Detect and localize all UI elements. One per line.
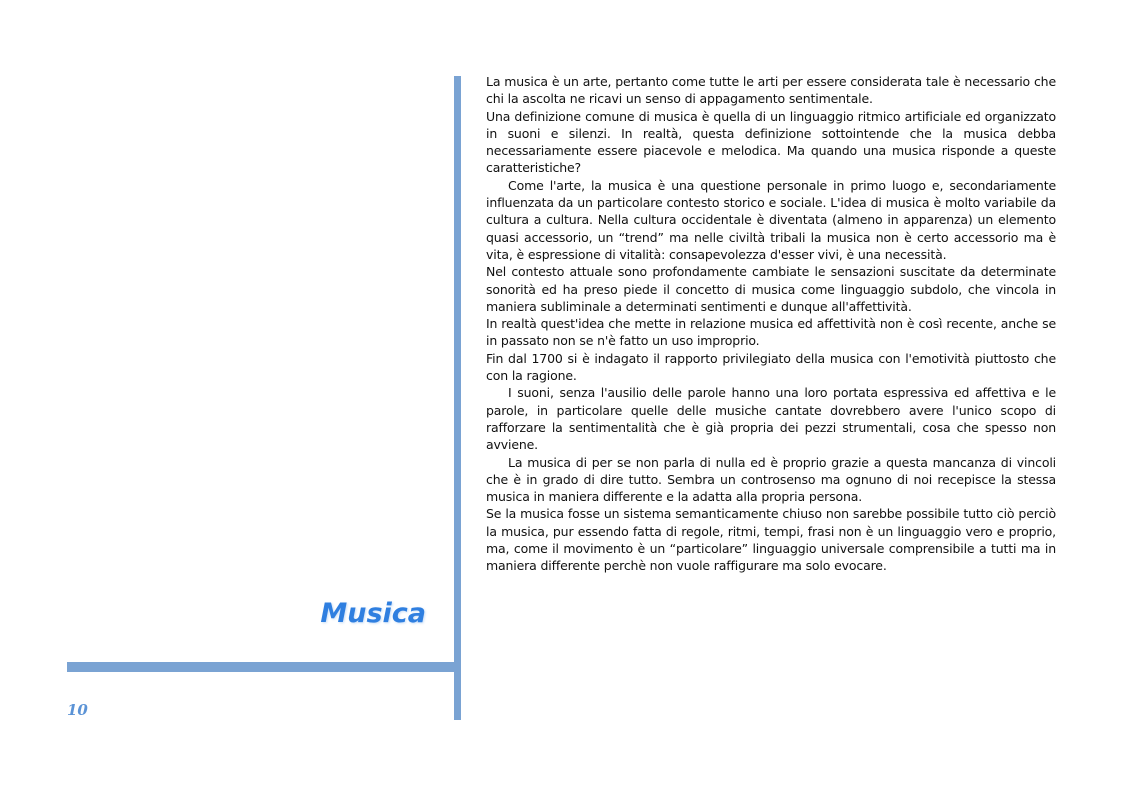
vertical-divider-bar (454, 76, 461, 720)
paragraph: La musica di per se non parla di nulla ed è proprio grazie a questa mancanza di vincoli che è in grado di dire tutto. Sembra un controsenso ma ognuno di noi recepisce la stessa musica in maniera differente e la adatta alla propria persona. (486, 454, 1056, 505)
paragraph: In realtà quest'idea che mette in relazione musica ed affettività non è così recente, anche se in passato non se n'è fatto un uso improprio. (486, 316, 1056, 349)
paragraph: Nel contesto attuale sono profondamente cambiate le sensazioni suscitate da determinate sonorità ed ha preso piede il concetto di musica come linguaggio subdolo, che vincola in maniera subliminale a determinati sentimenti e dunque all'affettività. (486, 264, 1056, 314)
paragraph: Una definizione comune di musica è quella di un linguaggio ritmico artificiale ed organizzato in suoni e silenzi. In realtà, questa definizione sottointende che la musica debba necessariamente essere piacevole e melodica. Ma quando una musica risponde a queste caratteristiche? (486, 108, 1056, 176)
paragraph: Come l'arte, la musica è una questione personale in primo luogo e, secondariamente influenzata da un particolare contesto storico e sociale. L'idea di musica è molto variabile da cultura a cultura. Nella cultura occidentale è diventata (almeno in apparenza) un elemento quasi accessorio, un “trend” ma nelle civiltà tribali la musica non è certo accessorio ma è vita, è espressione di vitalità: consapevolezza d'esser vivi, è una necessità. (486, 177, 1056, 262)
paragraph: I suoni, senza l'ausilio delle parole hanno una loro portata espressiva ed affettiva e le parole, in particolare quelle delle musiche cantate dovrebbero avere l'unico scopo di rafforzare la sentimentalità che è già propria dei pezzi strumentali, cosa che spesso non avviene. (486, 385, 1056, 453)
paragraph: La musica è un arte, pertanto come tutte le arti per essere considerata tale è necessario che chi la ascolta ne ricavi un senso di appagamento sentimentale. (486, 74, 1056, 107)
paragraph: Fin dal 1700 si è indagato il rapporto privilegiato della musica con l'emotività piuttosto che con la ragione. (486, 350, 1056, 384)
page-title: Musica (320, 598, 426, 629)
paragraph: Se la musica fosse un sistema semanticamente chiuso non sarebbe possibile tutto ciò perciò la musica, pur essendo fatta di regole, ritmi, tempi, frasi non è un linguaggio vero e proprio, ma, come il movimento è un “particolare” linguaggio universale comprensibile a tutti ma in maniera differente perchè non vuole raffigurare ma solo evocare. (486, 506, 1056, 574)
horizontal-divider-bar (67, 662, 454, 672)
page-number: 10 (67, 701, 88, 719)
body-text-column (486, 73, 1056, 575)
